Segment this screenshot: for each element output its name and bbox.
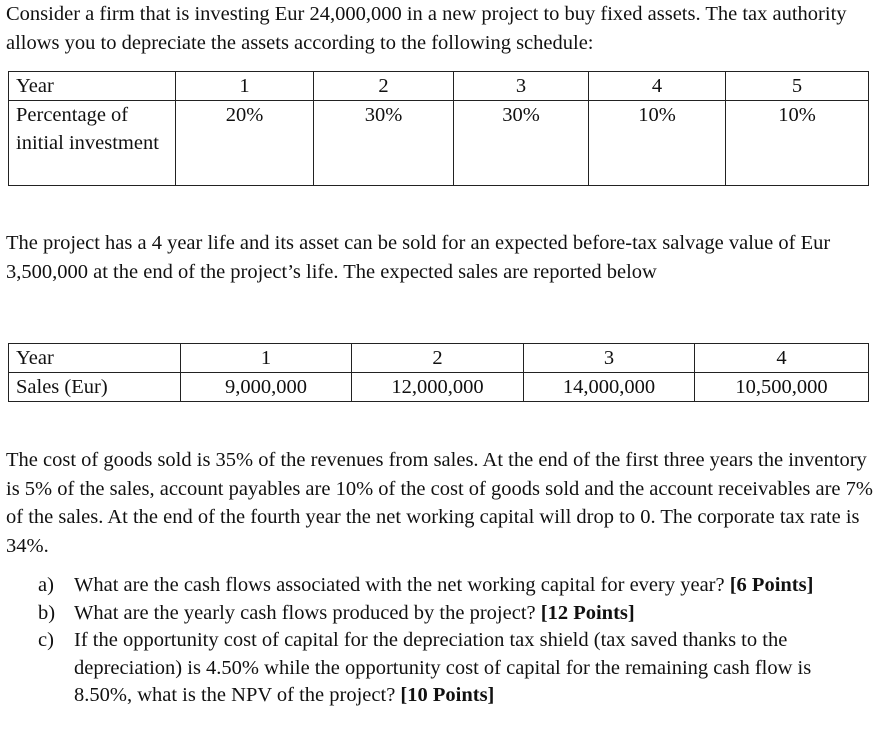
year-header-cell: Year [9,72,176,101]
percentage-cell: 10% [589,101,726,186]
expected-sales-table [8,343,869,402]
sales-cell: 12,000,000 [352,373,524,402]
question-marker: c) [38,629,54,651]
question-points: [10 Points] [400,684,495,706]
cost-assumptions-paragraph: The cost of goods sold is 35% of the revenues from sales. At the end of the first three years the inventory is 5% of the sales, account payables are 10% of the cost of goods sold and the account receivables are 7% of the sales. At the end of the fourth year the net working capital will drop to 0. The corporate tax rate is 34%. [6,449,873,557]
year-cell: 5 [726,72,869,101]
question-marker: b) [38,601,56,624]
sales-value-row [9,373,869,402]
percentage-cell: 10% [726,101,869,186]
intro-paragraph: Consider a firm that is investing Eur 24,000,000 in a new project to buy fixed assets. The tax authority allows you to depreciate the assets according to the following schedule: [6,3,847,54]
year-cell: 1 [181,344,352,373]
year-cell: 3 [454,72,589,101]
percentage-cell: 20% [176,101,314,186]
year-cell: 4 [695,344,869,373]
question-text: What are the yearly cash flows produced by the project? [74,601,536,624]
sales-cell: 14,000,000 [524,373,695,402]
year-cell: 3 [524,344,695,373]
year-cell: 4 [589,72,726,101]
depreciation-percentage-row [9,101,869,186]
question-points: [12 Points] [540,601,635,624]
question-text: If the opportunity cost of capital for the depreciation tax shield (tax saved thanks to the depreciation) is 4.50% while the opportunity cost of capital for the remaining cash flow is 8.50%, what is the NPV of the project? [74,629,812,706]
year-cell: 2 [314,72,454,101]
sales-cell: 10,500,000 [695,373,869,402]
sales-label-cell: Sales (Eur) [9,373,181,402]
year-cell: 2 [352,344,524,373]
question-item [0,572,884,600]
percentage-cell: 30% [314,101,454,186]
question-list [0,572,884,710]
year-header-cell: Year [9,344,181,373]
question-marker: a) [38,574,54,596]
depreciation-header-row [9,72,869,101]
project-life-paragraph: The project has a 4 year life and its asset can be sold for an expected before-tax salvage value of Eur 3,500,000 at the end of the project’s life. The expected sales are reported below [6,232,831,283]
percentage-cell: 30% [454,101,589,186]
question-item [0,600,884,628]
depreciation-schedule-table [8,71,869,186]
question-text: What are the cash flows associated with the net working capital for every year? [74,574,725,596]
year-cell: 1 [176,72,314,101]
question-points: [6 Points] [729,574,814,596]
percentage-label-cell: Percentage of initial investment [9,101,176,186]
sales-cell: 9,000,000 [181,373,352,402]
question-item [0,627,884,710]
sales-header-row [9,344,869,373]
